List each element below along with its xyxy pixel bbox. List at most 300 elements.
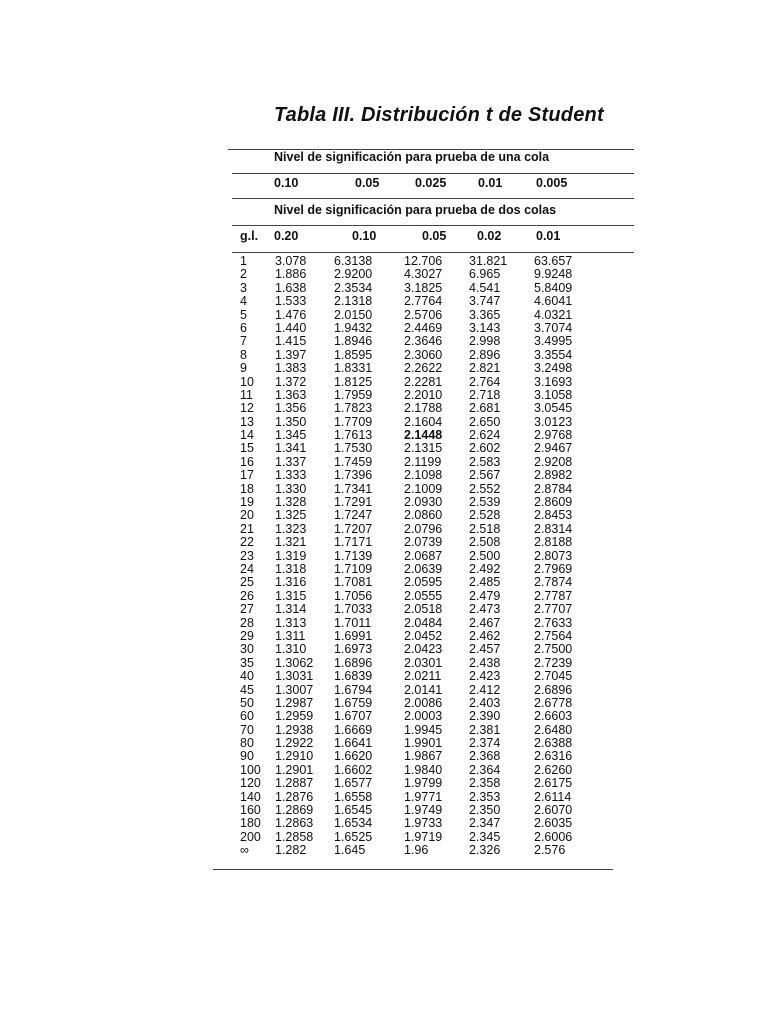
rule-one-tail: [232, 173, 634, 174]
value-cell: 1.7207: [334, 521, 373, 536]
two-tail-label: Nivel de significación para prueba de dos colas: [274, 203, 557, 217]
value-cell: 2.7564: [534, 628, 573, 643]
df-cell: 70: [240, 722, 254, 737]
value-cell: 3.0123: [534, 414, 573, 429]
value-cell: 1.6991: [334, 628, 373, 643]
value-cell: 2.1448: [404, 428, 443, 443]
value-cell: 1.2959: [275, 709, 314, 724]
value-cell: 1.6641: [334, 736, 373, 751]
value-cell: 12.706: [404, 254, 443, 268]
value-cell: 1.318: [275, 561, 307, 576]
value-cell: 1.310: [275, 642, 307, 657]
value-cell: 2.508: [469, 535, 501, 550]
value-cell: 2.5706: [404, 307, 443, 322]
value-cell: 2.9467: [534, 441, 573, 456]
value-cell: 1.9432: [334, 320, 373, 335]
df-cell: 35: [240, 655, 254, 670]
df-cell: 4: [240, 294, 247, 309]
value-cell: 3.4995: [534, 334, 573, 349]
value-cell: 2.0555: [404, 588, 443, 603]
table-row: [0, 362, 768, 375]
table-row: [0, 402, 768, 415]
value-cell: 2.7787: [534, 588, 573, 603]
table-row: [0, 429, 768, 442]
value-cell: 2.8982: [534, 468, 573, 483]
table-row: [0, 536, 768, 549]
value-cell: 2.9200: [334, 267, 373, 282]
value-cell: 1.6577: [334, 776, 373, 791]
value-cell: 1.8125: [334, 374, 373, 389]
value-cell: 2.567: [469, 468, 501, 483]
value-cell: 1.7959: [334, 387, 373, 402]
value-cell: 2.412: [469, 682, 501, 697]
value-cell: 1.7709: [334, 414, 373, 429]
value-cell: 2.6035: [534, 816, 573, 831]
value-cell: 1.2858: [275, 829, 314, 844]
table-row: [0, 710, 768, 723]
value-cell: 2.7500: [534, 642, 573, 657]
table-row: [0, 496, 768, 509]
one-tail-label: Nivel de significación para prueba de una cola: [274, 150, 550, 164]
df-cell: 40: [240, 669, 254, 684]
table-row: [0, 322, 768, 335]
value-cell: 1.7109: [334, 561, 373, 576]
value-cell: 1.3062: [275, 655, 314, 670]
table-body: [0, 255, 768, 858]
table-row: [0, 603, 768, 616]
df-cell: 30: [240, 642, 254, 657]
value-cell: 2.6175: [534, 776, 573, 791]
df-cell: 2: [240, 267, 247, 282]
value-cell: 9.9248: [534, 267, 573, 282]
table-row: [0, 590, 768, 603]
value-cell: 1.3031: [275, 669, 314, 684]
df-cell: 3: [240, 280, 247, 295]
df-cell: 11: [240, 387, 253, 402]
value-cell: 1.7247: [334, 508, 373, 523]
value-cell: 1.7139: [334, 548, 373, 563]
value-cell: 2.1199: [404, 454, 442, 469]
value-cell: 2.718: [469, 387, 501, 402]
value-cell: 1.6602: [334, 762, 373, 777]
value-cell: 2.9208: [534, 454, 573, 469]
table-row: [0, 737, 768, 750]
value-cell: 2.7764: [404, 294, 443, 309]
value-cell: 2.7969: [534, 561, 573, 576]
value-cell: 1.341: [275, 441, 307, 456]
value-cell: 1.372: [275, 374, 307, 389]
value-cell: 2.3646: [404, 334, 443, 349]
df-cell: 7: [240, 334, 247, 349]
value-cell: 2.6896: [534, 682, 573, 697]
value-cell: 2.6260: [534, 762, 573, 777]
df-cell: 90: [240, 749, 254, 764]
value-cell: 2.3060: [404, 347, 443, 362]
value-cell: 6.3138: [334, 254, 373, 268]
df-cell: 21: [240, 521, 254, 536]
value-cell: 2.6480: [534, 722, 573, 737]
value-cell: 2.326: [469, 843, 501, 858]
table-row: [0, 349, 768, 362]
value-cell: 1.7291: [334, 495, 373, 510]
two-tail-level: 0.01: [536, 229, 561, 243]
value-cell: 2.350: [469, 803, 501, 818]
table-row: [0, 376, 768, 389]
table-row: [0, 523, 768, 536]
table-row: [0, 764, 768, 777]
table-row: [0, 777, 768, 790]
df-cell: 45: [240, 682, 254, 697]
value-cell: 1.337: [275, 454, 307, 469]
value-cell: 2.364: [469, 762, 501, 777]
value-cell: 1.9867: [404, 749, 443, 764]
df-cell: 5: [240, 307, 247, 322]
df-cell: 80: [240, 736, 254, 751]
value-cell: 1.533: [275, 294, 307, 309]
value-cell: 2.4469: [404, 320, 443, 335]
value-cell: 1.2987: [275, 695, 314, 710]
value-cell: 1.2863: [275, 816, 314, 831]
value-cell: 1.476: [275, 307, 307, 322]
one-tail-level: 0.10: [274, 176, 299, 190]
value-cell: 1.325: [275, 508, 307, 523]
table-row: [0, 844, 768, 857]
df-cell: 20: [240, 508, 254, 523]
df-cell: 22: [240, 535, 254, 550]
value-cell: 1.7056: [334, 588, 373, 603]
value-cell: 2.0211: [404, 669, 442, 684]
value-cell: 2.0141: [404, 682, 443, 697]
table-row: [0, 576, 768, 589]
value-cell: 2.650: [469, 414, 501, 429]
value-cell: 2.0860: [404, 508, 443, 523]
value-cell: 1.6525: [334, 829, 373, 844]
value-cell: 1.7171: [334, 535, 373, 550]
table-row: [0, 643, 768, 656]
table-row: [0, 389, 768, 402]
table-row: [0, 724, 768, 737]
value-cell: 2.0595: [404, 575, 443, 590]
table-row: [0, 804, 768, 817]
value-cell: 2.583: [469, 454, 501, 469]
value-cell: 2.403: [469, 695, 501, 710]
value-cell: 2.2010: [404, 387, 443, 402]
df-cell: 16: [240, 454, 254, 469]
value-cell: 2.8314: [534, 521, 573, 536]
value-cell: 2.552: [469, 481, 501, 496]
table-row: [0, 684, 768, 697]
value-cell: 1.282: [275, 843, 307, 858]
value-cell: 2.539: [469, 495, 501, 510]
value-cell: 2.6006: [534, 829, 573, 844]
df-cell: 100: [240, 762, 261, 777]
value-cell: 2.0639: [404, 561, 443, 576]
value-cell: 2.602: [469, 441, 501, 456]
value-cell: 1.2876: [275, 789, 314, 804]
df-cell: 60: [240, 709, 254, 724]
value-cell: 2.1604: [404, 414, 443, 429]
value-cell: 1.363: [275, 387, 307, 402]
df-cell: 12: [240, 401, 254, 416]
value-cell: 2.6778: [534, 695, 573, 710]
table-row: [0, 509, 768, 522]
value-cell: 1.8595: [334, 347, 373, 362]
value-cell: 2.353: [469, 789, 501, 804]
table-row: [0, 268, 768, 281]
value-cell: 1.7396: [334, 468, 373, 483]
table-row: [0, 563, 768, 576]
value-cell: 2.0739: [404, 535, 443, 550]
df-cell: 9: [240, 361, 247, 376]
value-cell: 2.500: [469, 548, 501, 563]
value-cell: 2.0687: [404, 548, 443, 563]
value-cell: 1.350: [275, 414, 307, 429]
value-cell: 4.0321: [534, 307, 573, 322]
value-cell: 1.6794: [334, 682, 373, 697]
value-cell: 2.624: [469, 428, 501, 443]
df-cell: 27: [240, 602, 254, 617]
value-cell: 2.467: [469, 615, 501, 630]
two-tail-level: 0.20: [274, 229, 299, 243]
value-cell: 1.96: [404, 843, 429, 858]
value-cell: 1.415: [275, 334, 307, 349]
df-cell: 50: [240, 695, 254, 710]
one-tail-level: 0.05: [355, 176, 380, 190]
value-cell: 2.2281: [404, 374, 443, 389]
value-cell: 2.7874: [534, 575, 573, 590]
value-cell: 2.0086: [404, 695, 443, 710]
table-row: [0, 456, 768, 469]
value-cell: 2.9768: [534, 428, 573, 443]
value-cell: 2.492: [469, 561, 501, 576]
value-cell: 5.8409: [534, 280, 573, 295]
table-row: [0, 295, 768, 308]
value-cell: 3.078: [275, 254, 307, 268]
value-cell: 1.6620: [334, 749, 373, 764]
table-row: [0, 469, 768, 482]
table-row: [0, 697, 768, 710]
value-cell: 1.440: [275, 320, 307, 335]
value-cell: 2.0452: [404, 628, 443, 643]
value-cell: 3.1825: [404, 280, 443, 295]
df-cell: 13: [240, 414, 254, 429]
value-cell: 2.457: [469, 642, 501, 657]
value-cell: 2.518: [469, 521, 501, 536]
value-cell: 1.645: [334, 843, 366, 858]
value-cell: 2.485: [469, 575, 501, 590]
df-cell: 160: [240, 803, 261, 818]
value-cell: 2.423: [469, 669, 501, 684]
table-row: [0, 255, 768, 268]
one-tail-level: 0.005: [536, 176, 568, 190]
value-cell: 1.7033: [334, 602, 373, 617]
value-cell: 2.358: [469, 776, 501, 791]
value-cell: 2.8784: [534, 481, 573, 496]
value-cell: 1.6545: [334, 803, 373, 818]
value-cell: 2.7707: [534, 602, 573, 617]
value-cell: 1.345: [275, 428, 307, 443]
df-cell: 8: [240, 347, 247, 362]
value-cell: 3.365: [469, 307, 501, 322]
value-cell: 2.368: [469, 749, 501, 764]
value-cell: 2.1009: [404, 481, 443, 496]
table-row: [0, 335, 768, 348]
value-cell: 1.7081: [334, 575, 373, 590]
value-cell: 2.0423: [404, 642, 443, 657]
value-cell: 2.681: [469, 401, 501, 416]
value-cell: 2.345: [469, 829, 501, 844]
value-cell: 2.390: [469, 709, 501, 724]
value-cell: 1.6839: [334, 669, 373, 684]
value-cell: 1.6759: [334, 695, 373, 710]
rule-header-bottom: [232, 252, 634, 253]
df-cell: 28: [240, 615, 254, 630]
value-cell: 1.638: [275, 280, 307, 295]
df-cell: 24: [240, 561, 254, 576]
value-cell: 2.1318: [334, 294, 373, 309]
value-cell: 2.3534: [334, 280, 373, 295]
df-cell: 23: [240, 548, 254, 563]
value-cell: 1.330: [275, 481, 307, 496]
two-tail-level: 0.02: [477, 229, 502, 243]
value-cell: 1.7011: [334, 615, 372, 630]
value-cell: 1.7613: [334, 428, 373, 443]
value-cell: 2.473: [469, 602, 501, 617]
table-row: [0, 657, 768, 670]
value-cell: 2.896: [469, 347, 501, 362]
df-cell: 10: [240, 374, 254, 389]
value-cell: 1.9749: [404, 803, 443, 818]
df-cell: 19: [240, 495, 254, 510]
value-cell: 2.1788: [404, 401, 443, 416]
table-row: [0, 550, 768, 563]
value-cell: 1.2887: [275, 776, 314, 791]
value-cell: 63.657: [534, 254, 573, 268]
value-cell: 1.321: [275, 535, 307, 550]
value-cell: 3.143: [469, 320, 501, 335]
value-cell: 1.9945: [404, 722, 443, 737]
table-row: [0, 831, 768, 844]
df-cell: 180: [240, 816, 261, 831]
value-cell: 1.356: [275, 401, 307, 416]
value-cell: 2.0003: [404, 709, 443, 724]
value-cell: 2.576: [534, 843, 566, 858]
value-cell: 2.8073: [534, 548, 573, 563]
value-cell: 1.7341: [334, 481, 373, 496]
value-cell: 1.311: [275, 628, 306, 643]
value-cell: 3.0545: [534, 401, 573, 416]
value-cell: 2.8188: [534, 535, 573, 550]
value-cell: 2.0930: [404, 495, 443, 510]
rule-one-tail-bottom: [232, 198, 634, 199]
value-cell: 1.7459: [334, 454, 373, 469]
value-cell: 2.6070: [534, 803, 573, 818]
df-cell: 18: [240, 481, 254, 496]
one-tail-level: 0.01: [478, 176, 503, 190]
value-cell: 3.1058: [534, 387, 573, 402]
value-cell: 1.397: [275, 347, 307, 362]
df-cell: 120: [240, 776, 261, 791]
df-cell: 29: [240, 628, 254, 643]
df-cell: 6: [240, 320, 247, 335]
value-cell: 1.319: [275, 548, 307, 563]
df-cell: 17: [240, 468, 254, 483]
value-cell: 1.6669: [334, 722, 373, 737]
value-cell: 1.2910: [275, 749, 314, 764]
table-row: [0, 630, 768, 643]
table-row: [0, 483, 768, 496]
value-cell: 2.8609: [534, 495, 573, 510]
two-tail-level: 0.05: [422, 229, 447, 243]
value-cell: 4.6041: [534, 294, 573, 309]
one-tail-level: 0.025: [415, 176, 447, 190]
value-cell: 2.347: [469, 816, 501, 831]
value-cell: 2.0150: [334, 307, 373, 322]
value-cell: 1.328: [275, 495, 307, 510]
value-cell: 4.541: [469, 280, 501, 295]
value-cell: 1.6707: [334, 709, 373, 724]
value-cell: 1.3007: [275, 682, 314, 697]
value-cell: 1.2922: [275, 736, 314, 751]
value-cell: 2.1098: [404, 468, 443, 483]
value-cell: 2.462: [469, 628, 501, 643]
value-cell: 1.9840: [404, 762, 443, 777]
rule-two-tail: [232, 225, 634, 226]
value-cell: 1.9771: [404, 789, 443, 804]
value-cell: 2.998: [469, 334, 501, 349]
value-cell: 2.6114: [534, 789, 572, 804]
value-cell: 1.2869: [275, 803, 314, 818]
value-cell: 2.7633: [534, 615, 573, 630]
value-cell: 2.528: [469, 508, 501, 523]
value-cell: 1.323: [275, 521, 307, 536]
table-row: [0, 791, 768, 804]
value-cell: 1.7823: [334, 401, 373, 416]
table-row: [0, 309, 768, 322]
table-row: [0, 817, 768, 830]
df-cell: 25: [240, 575, 254, 590]
rule-bottom: [213, 869, 613, 870]
value-cell: 2.821: [469, 361, 501, 376]
value-cell: 4.3027: [404, 267, 443, 282]
df-cell: 200: [240, 829, 261, 844]
value-cell: 1.6534: [334, 816, 373, 831]
table-row: [0, 442, 768, 455]
value-cell: 1.886: [275, 267, 307, 282]
value-cell: 1.315: [275, 588, 307, 603]
table-title: Tabla III. Distribución t de Student: [274, 104, 604, 126]
value-cell: 1.6558: [334, 789, 373, 804]
value-cell: 1.383: [275, 361, 307, 376]
value-cell: 1.6896: [334, 655, 373, 670]
value-cell: 1.2938: [275, 722, 314, 737]
value-cell: 1.333: [275, 468, 307, 483]
value-cell: 3.747: [469, 294, 501, 309]
value-cell: 2.438: [469, 655, 501, 670]
value-cell: 1.9733: [404, 816, 443, 831]
value-cell: 3.2498: [534, 361, 573, 376]
df-cell: 26: [240, 588, 254, 603]
df-cell: 140: [240, 789, 261, 804]
df-header: g.l.: [240, 229, 259, 243]
value-cell: 1.6973: [334, 642, 373, 657]
value-cell: 1.9719: [404, 829, 443, 844]
value-cell: 2.7045: [534, 669, 573, 684]
value-cell: 2.6316: [534, 749, 573, 764]
df-cell: 14: [240, 428, 254, 443]
df-cell: ∞: [240, 843, 249, 858]
value-cell: 2.8453: [534, 508, 573, 523]
